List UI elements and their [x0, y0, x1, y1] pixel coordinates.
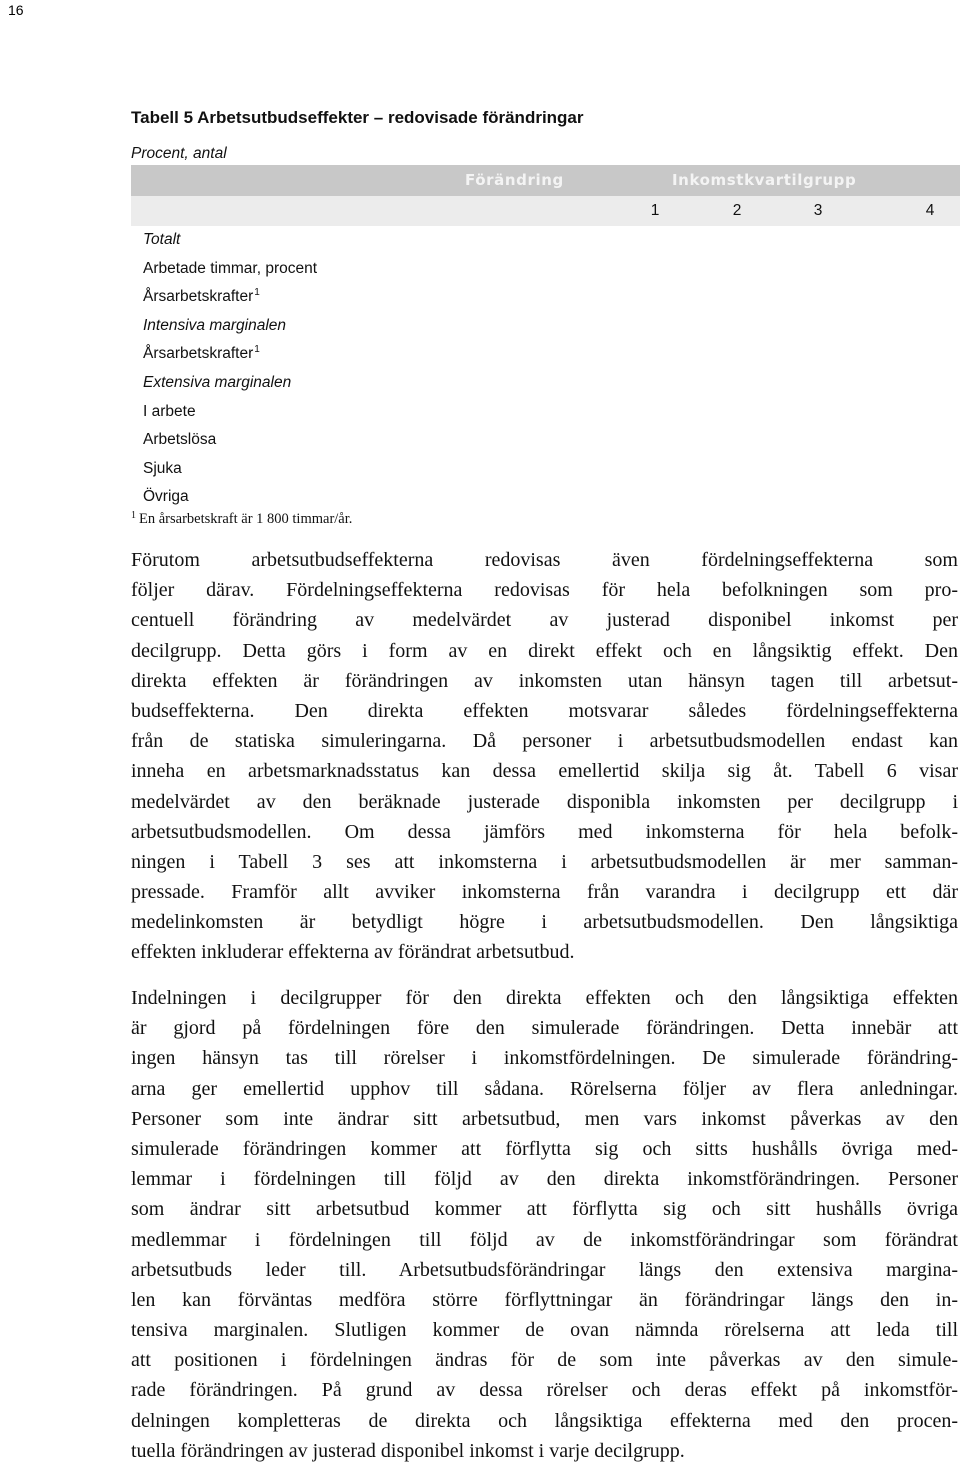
table-row: [131, 426, 960, 455]
text-line: simulerade förändringen kommer att förflytta sig och sitts hushålls övriga med-: [131, 1137, 958, 1160]
footnote-marker: 1: [254, 287, 260, 299]
text-line: delningen kompletteras de direkta och långsiktiga effekterna med den procen-: [131, 1409, 958, 1432]
row-label: Årsarbetskrafter: [143, 345, 254, 363]
text-line: följer därav. Fördelningseffekterna redovisas för hela befolkningen som pro-: [131, 579, 958, 602]
table-row: [131, 455, 960, 484]
text-line: tuella förändringen av justerad disponibel inkomst i varje decilgrupp.: [131, 1439, 685, 1462]
row-label: Sjuka: [143, 459, 182, 477]
row-label: Arbetade timmar, procent: [143, 259, 318, 277]
text-line: direkta effekten är förändringen av inkomsten utan hänsyn tagen till arbetsut-: [131, 669, 958, 692]
text-line: medelinkomsten är betydligt högre i arbetsutbudsmodellen. Den långsiktiga: [131, 911, 958, 934]
row-label: Årsarbetskrafter: [143, 288, 254, 306]
text-line: budseffekterna. Den direkta effekten motsvarar således fördelningseffekterna: [131, 699, 958, 722]
text-line: inneha en arbetsmarknadsstatus kan dessa emellertid skilja sig åt. Tabell 6 visar: [131, 760, 958, 783]
row-label: Intensiva marginalen: [143, 316, 287, 334]
header-quartile-4: 4: [925, 202, 935, 219]
text-line: tensiva marginalen. Slutligen kommer de ovan nämnda rörelserna att leda till: [131, 1319, 958, 1342]
table-footnote: [131, 509, 352, 529]
header-quartile-2: 2: [732, 202, 742, 219]
text-line: att positionen i fördelningen ändras för de som inte påverkas av den simule-: [131, 1349, 958, 1372]
row-label: Övriga: [143, 488, 189, 506]
text-line: som ändrar sitt arbetsutbud kommer att förflytta sig och sitt hushålls övriga: [131, 1198, 958, 1221]
text-line: är gjord på fördelningen före den simulerade förändringen. Detta innebär att: [131, 1017, 958, 1040]
row-label-wrapper: [143, 340, 260, 369]
footnote-text: En årsarbetskraft är 1 800 timmar/år.: [139, 511, 353, 527]
table-row: [131, 283, 960, 312]
table-row: [131, 369, 960, 398]
text-line: Förutom arbetsutbudseffekterna redovisas även fördelningseffekterna som: [131, 549, 958, 571]
table-row: [131, 226, 960, 255]
text-line: arbetsutbudsmodellen. Om dessa jämförs med inkomsterna för hela befolk-: [131, 820, 958, 843]
footnote-marker: 1: [131, 510, 136, 521]
text-line: len kan förväntas medföra större förflyttningar än förändringar längs den in-: [131, 1288, 958, 1311]
text-line: pressade. Framför allt avviker inkomsterna från varandra i decilgrupp ett där: [131, 881, 958, 904]
row-label: I arbete: [143, 402, 196, 420]
page-number: 16: [8, 2, 24, 18]
row-label: Extensiva marginalen: [143, 373, 292, 391]
header-change: Förändring: [465, 171, 564, 189]
body-paragraph: [131, 983, 958, 1466]
text-line: från de statiska simuleringarna. Då personer i arbetsutbudsmodellen endast kan: [131, 730, 958, 753]
table-row: [131, 255, 960, 284]
header-quartile-3: 3: [813, 202, 823, 219]
text-line: medlemmar i fördelningen till följd av de inkomstförändringar som förändrat: [131, 1228, 958, 1251]
table-header-row: [131, 165, 960, 196]
text-line: rade förändringen. På grund av dessa rörelser och deras effekt på inkomstför-: [131, 1379, 958, 1402]
table-subtitle: Procent, antal: [131, 145, 227, 162]
text-line: arbetsutbuds leder till. Arbetsutbudsförändringar längs den extensiva margina-: [131, 1258, 958, 1281]
header-quartile-1: 1: [650, 202, 660, 219]
text-line: Personer som inte ändrar sitt arbetsutbud, men vars inkomst påverkas av den: [131, 1107, 958, 1130]
text-line: decilgrupp. Detta görs i form av en direkt effekt och en långsiktig effekt. Den: [131, 639, 958, 662]
body-paragraph: [131, 545, 958, 968]
text-line: lemmar i fördelningen till följd av den direkta inkomstförändringen. Personer: [131, 1168, 958, 1191]
row-label: Totalt: [143, 231, 181, 248]
footnote-marker: 1: [254, 344, 260, 356]
text-line: effekten inkluderar effekterna av förändrat arbetsutbud.: [131, 941, 575, 964]
text-line: centuell förändring av medelvärdet av justerad disponibel inkomst per: [131, 609, 958, 632]
row-label: Arbetslösa: [143, 431, 217, 449]
text-line: Indelningen i decilgrupper för den direkta effekten och den långsiktiga effekten: [131, 987, 958, 1009]
text-line: ingen hänsyn tas till rörelser i inkomstfördelningen. De simulerade förändring-: [131, 1047, 958, 1070]
table-row: [131, 398, 960, 427]
table-row: [131, 312, 960, 341]
header-quartile-group: Inkomstkvartilgrupp: [672, 171, 857, 189]
table-row: [131, 483, 960, 512]
row-label-wrapper: [143, 283, 260, 312]
text-line: arna ger emellertid upphov till sådana. Rörelserna följer av flera anledningar.: [131, 1077, 958, 1100]
table: [131, 165, 960, 512]
table-subheader-row: [131, 196, 960, 226]
table-title: Tabell 5 Arbetsutbudseffekter – redovisade förändringar: [131, 108, 584, 127]
text-line: ningen i Tabell 3 ses att inkomsterna i arbetsutbudsmodellen är mer samman-: [131, 850, 958, 873]
table-row: [131, 340, 960, 369]
text-line: medelvärdet av den beräknade justerade disponibla inkomsten per decilgrupp i: [131, 790, 958, 813]
